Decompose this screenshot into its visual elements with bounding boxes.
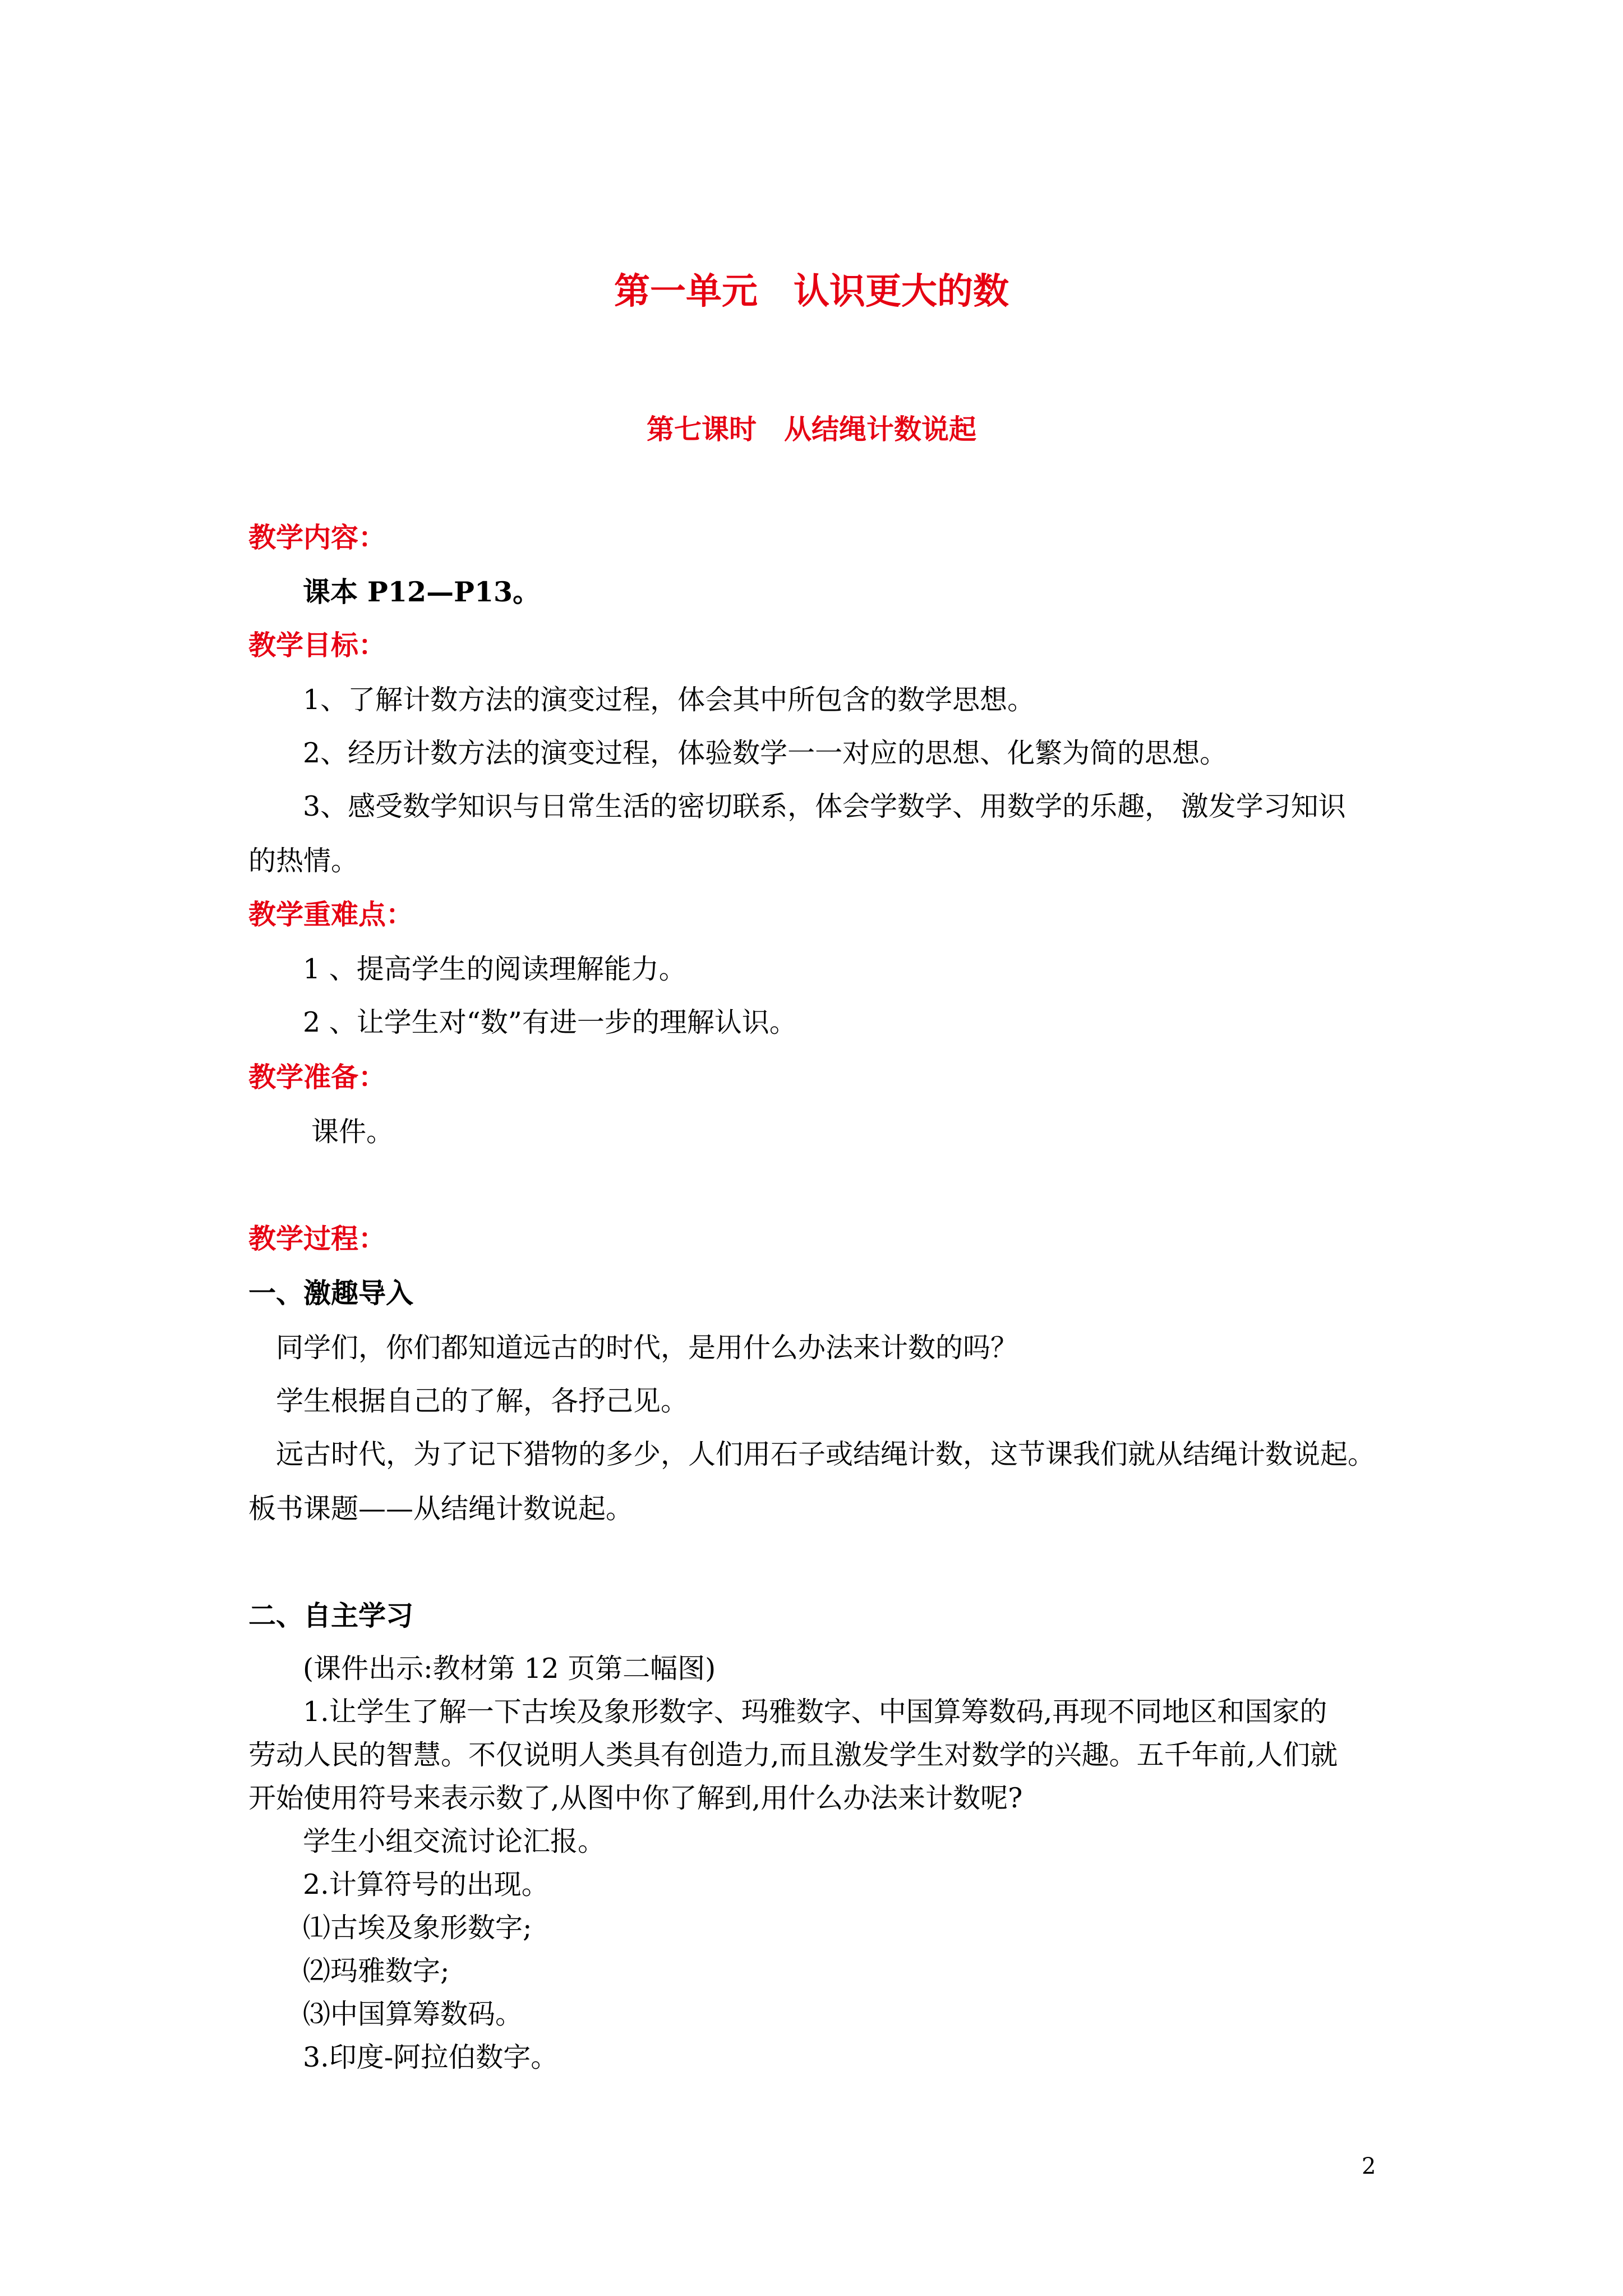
- section-2-line: ⑴古埃及象形数字;: [303, 1912, 532, 1944]
- goal-item: 3、感受数学知识与日常生活的密切联系，体会学数学、用数学的乐趣， 激发学习知识: [303, 790, 1346, 822]
- section-2-line: 劳动人民的智慧。不仅说明人类具有创造力,而且激发学生对数学的兴趣。五千年前,人们就: [248, 1739, 1338, 1771]
- goal-item-continued: 的热情。: [248, 845, 359, 877]
- prep-heading: 教学准备：: [248, 1061, 386, 1093]
- section-2-line: 3.印度-阿拉伯数字。: [303, 2041, 559, 2073]
- section-1-heading: 一、激趣导入: [248, 1277, 414, 1309]
- goals-heading: 教学目标：: [248, 629, 386, 661]
- content-text: 课本 P12—P13。: [303, 576, 541, 608]
- section-1-line: 板书课题——从结绳计数说起。: [248, 1493, 634, 1525]
- key-point-item: 2 、让学生对“数”有进一步的理解认识。: [303, 1006, 797, 1038]
- goal-item: 1、了解计数方法的演变过程，体会其中所包含的数学思想。: [303, 684, 1035, 716]
- goal-item: 2、经历计数方法的演变过程，体验数学一一对应的思想、化繁为简的思想。: [303, 737, 1228, 769]
- unit-title: 第一单元 认识更大的数: [614, 270, 1009, 312]
- section-1-line: 学生根据自己的了解，各抒己见。: [276, 1385, 689, 1417]
- key-point-item: 1 、提高学生的阅读理解能力。: [303, 953, 686, 985]
- section-2-line: 1.让学生了解一下古埃及象形数字、玛雅数字、中国算筹数码,再现不同地区和国家的: [303, 1696, 1327, 1728]
- section-2-line: 学生小组交流讨论汇报。: [303, 1825, 606, 1857]
- section-2-line: (课件出示:教材第 12 页第二幅图): [303, 1653, 716, 1685]
- section-1-line: 远古时代，为了记下猎物的多少，人们用石子或结绳计数，这节课我们就从结绳计数说起。: [276, 1438, 1376, 1470]
- section-1-line: 同学们，你们都知道远古的时代，是用什么办法来计数的吗？: [276, 1332, 1018, 1364]
- page-number: 2: [1362, 2154, 1376, 2179]
- section-2-line: ⑶中国算筹数码。: [303, 1998, 523, 2030]
- prep-text: 课件。: [311, 1116, 394, 1148]
- key-points-heading: 教学重难点：: [248, 898, 414, 931]
- section-2-heading: 二、自主学习: [248, 1599, 414, 1632]
- section-2-line: 开始使用符号来表示数了,从图中你了解到,用什么办法来计数呢?: [248, 1782, 1023, 1814]
- content-heading: 教学内容：: [248, 521, 386, 554]
- section-2-line: ⑵玛雅数字;: [303, 1955, 450, 1987]
- section-2-line: 2.计算符号的出现。: [303, 1869, 549, 1901]
- process-heading: 教学过程：: [248, 1222, 386, 1255]
- lesson-title: 第七课时 从结绳计数说起: [646, 413, 976, 445]
